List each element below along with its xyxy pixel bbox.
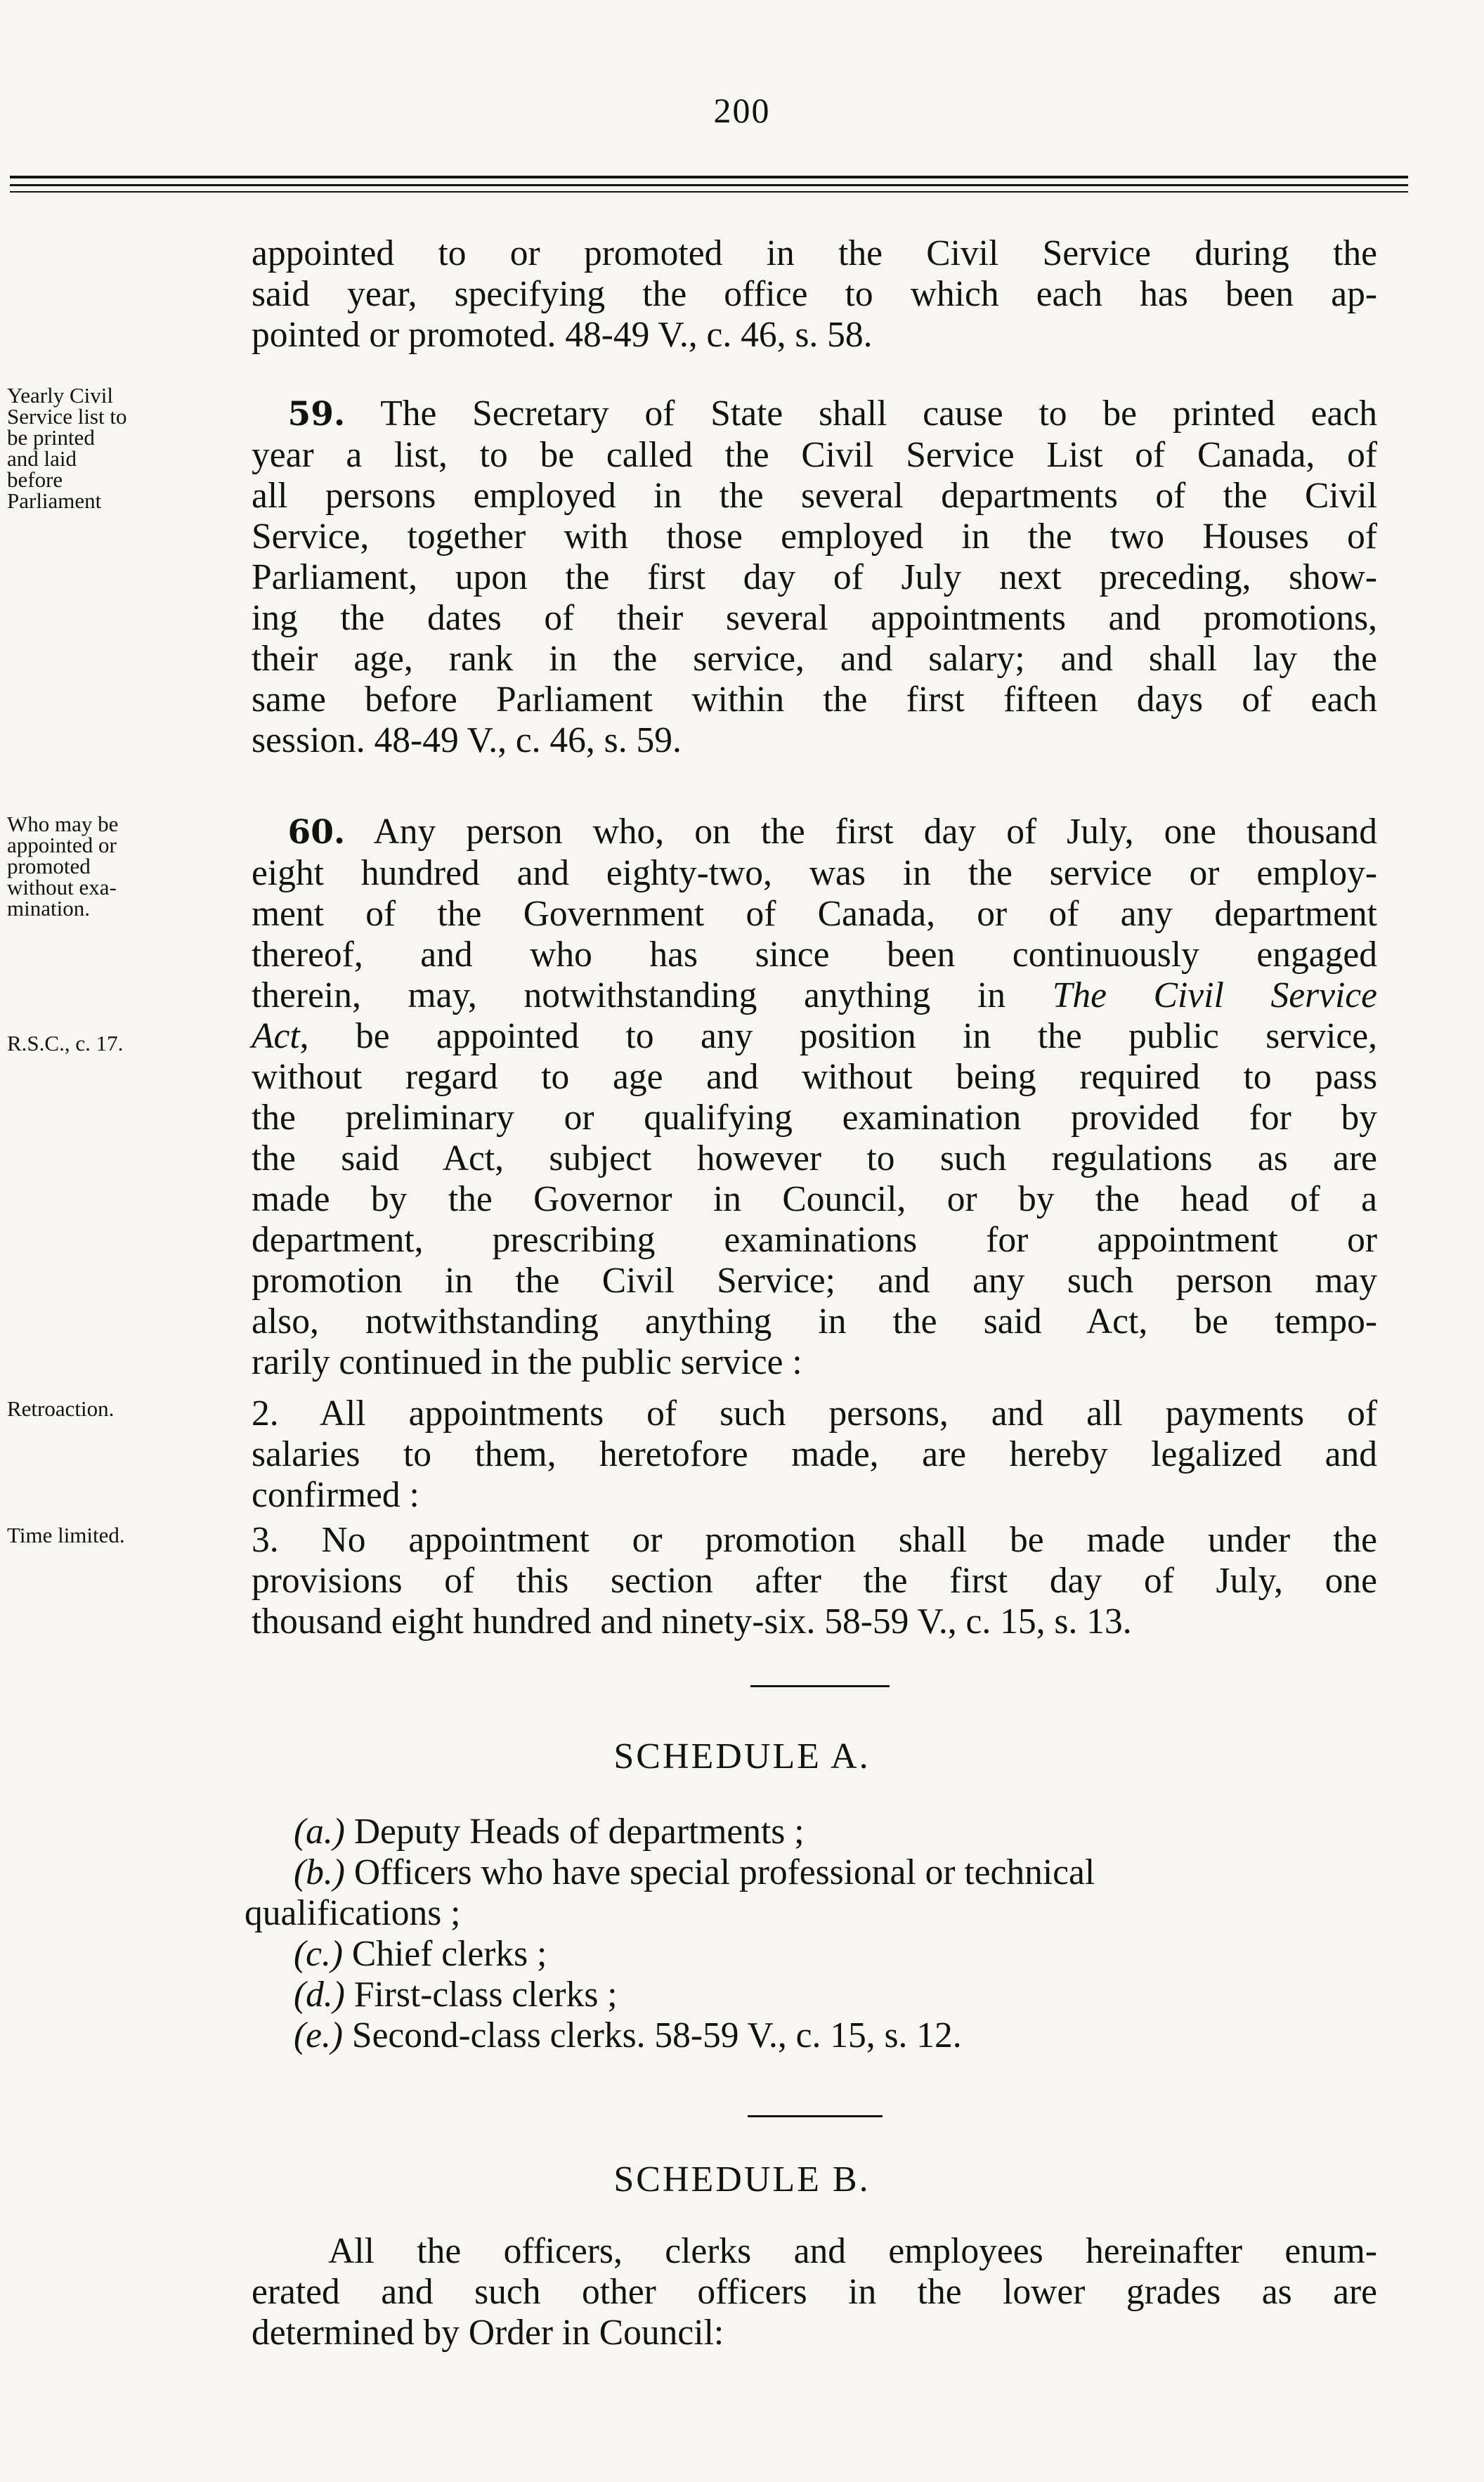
text-line: thousand eight hundred and ninety-six. 58-59 V., c. 15, s. 13. [252,1601,1132,1642]
page-number: 200 [713,91,771,130]
text-line: also, notwithstanding anything in the said Act, be tempo- [252,1301,1377,1341]
text-line: Service, together with those employed in the two Houses of [252,516,1377,557]
act-title: The Civil Service [1052,975,1378,1015]
text-line: without regard to age and without being required to pass [252,1057,1377,1097]
text-line: The Secretary of State shall cause to be printed each [380,394,1377,434]
schedule-a-title: SCHEDULE A. [613,1736,871,1776]
schedule-a-item: (e.) Second-class clerks. 58-59 V., c. 15, s. 12. [294,2015,962,2055]
text-line: , be appointed to any position in the public service, [299,1016,1377,1056]
text-line: eight hundred and eighty-two, was in the service or employ- [252,853,1377,893]
schedule-divider [748,2115,883,2117]
section-59-paragraph [252,394,1377,761]
schedule-a-item: (c.) Chief clerks ; [294,1934,547,1974]
text-line: therein, may, notwithstanding anything in [252,975,1005,1015]
text-line: rarily continued in the public service : [252,1342,802,1382]
margin-note-time-limited: Time limited. [7,1523,125,1547]
text-line: 2. All appointments of such persons, and all payments of [252,1393,1377,1434]
text-line: ment of the Government of Canada, or of any department [252,894,1377,934]
text-line: 3. No appointment or promotion shall be made under the [252,1520,1377,1560]
schedule-a-item: (b.) Officers who have special professional or technical [294,1852,1095,1892]
header-rule [10,184,1408,186]
text-line: the said Act, subject however to such regulations as are [252,1138,1377,1178]
text-line: appointed to or promoted in the Civil Service during the [252,233,1377,273]
schedule-a-item: (d.) First-class clerks ; [294,1975,618,2015]
text-line: salaries to them, heretofore made, are hereby legalized and [252,1434,1377,1474]
text-line: said year, specifying the office to which each has been ap- [252,274,1377,314]
schedule-a-item-continued: qualifications ; [245,1893,461,1933]
text-line: department, prescribing examinations for appointment or [252,1220,1377,1260]
section-number: 59. [287,395,346,434]
text-line: same before Parliament within the first fifteen days of each [252,680,1377,720]
text-line: provisions of this section after the first day of July, one [252,1561,1377,1601]
text-line: determined by Order in Council: [252,2313,724,2353]
text-line: Any person who, on the first day of July, one thousand [373,812,1377,852]
text-line: the preliminary or qualifying examination provided for by [252,1098,1377,1138]
schedule-a-item: (a.) Deputy Heads of departments ; [294,1812,805,1852]
schedule-divider [750,1685,890,1687]
schedule-b-title: SCHEDULE B. [613,2159,871,2200]
text-line: Parliament, upon the first day of July next preceding, show- [252,557,1377,597]
act-title: Act [252,1016,300,1056]
section-number: 60. [287,813,346,852]
subsection-2-paragraph [252,1393,1377,1516]
subsection-3-paragraph [252,1520,1377,1642]
text-line: session. 48-49 V., c. 46, s. 59. [252,720,682,760]
section-60-paragraph [252,812,1377,1383]
text-line: promotion in the Civil Service; and any such person may [252,1261,1377,1301]
text-line: made by the Governor in Council, or by the head of a [252,1179,1377,1219]
text-line: year a list, to be called the Civil Service List of Canada, of [252,435,1377,475]
header-rule [10,191,1408,193]
margin-note-section-59: Yearly Civil Service list to be printed and laid before Parliament [7,383,127,513]
continuation-paragraph [252,233,1377,356]
text-line: pointed or promoted. 48-49 V., c. 46, s. 58. [252,315,873,355]
margin-reference: R.S.C., c. 17. [7,1031,124,1055]
text-line: all persons employed in the several departments of the Civil [252,476,1377,516]
text-line: ing the dates of their several appointments and promotions, [252,598,1377,638]
margin-note-section-60: Who may be appointed or promoted without exa- mination. [7,812,119,921]
text-line: erated and such other officers in the lower grades as are [252,2272,1377,2312]
text-line: All the officers, clerks and employees hereinafter enum- [328,2231,1377,2271]
margin-note-retroaction: Retroaction. [7,1396,115,1421]
text-line: their age, rank in the service, and salary; and shall lay the [252,639,1377,679]
header-rule [10,176,1408,178]
schedule-b-paragraph [252,2231,1377,2353]
text-line: thereof, and who has since been continuously engaged [252,935,1377,975]
text-line: confirmed : [252,1475,419,1515]
